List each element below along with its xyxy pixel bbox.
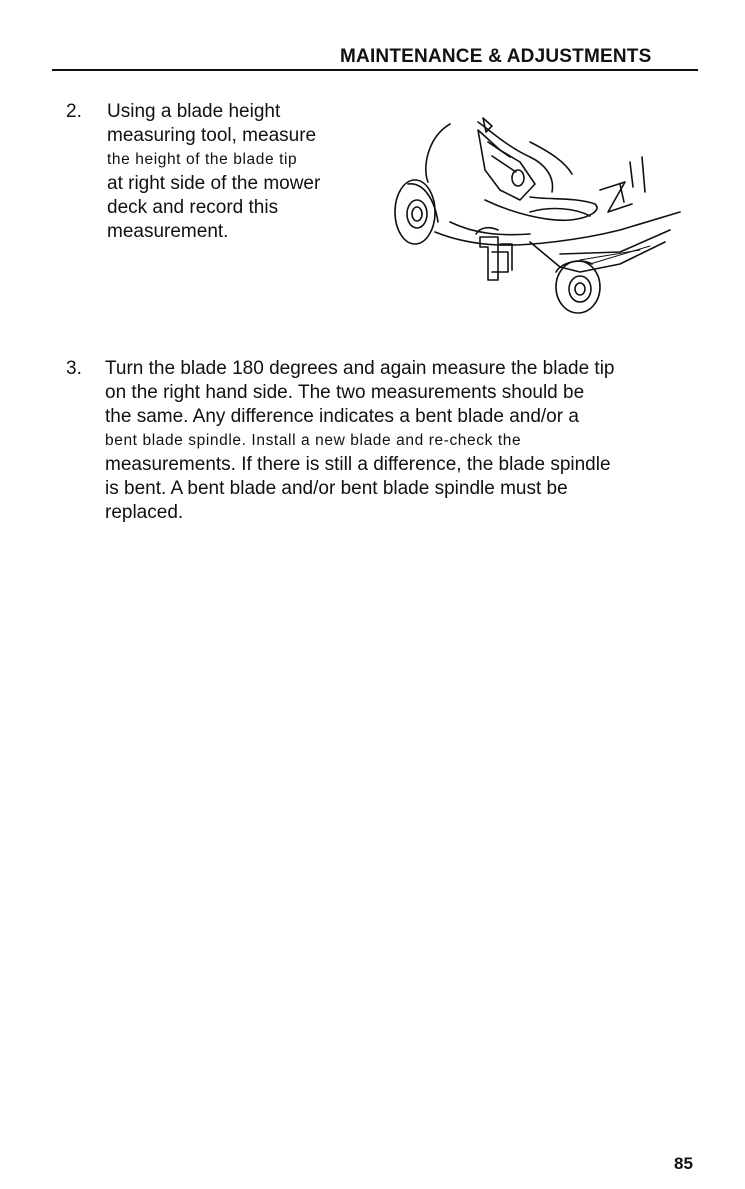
section-title: MAINTENANCE & ADJUSTMENTS (340, 46, 652, 67)
step-3-line: bent blade spindle. Install a new blade and re-check the (105, 432, 522, 449)
step-3-line: Turn the blade 180 degrees and again measure the blade tip (105, 358, 615, 379)
header-rule (52, 69, 698, 71)
page-number: 85 (674, 1154, 693, 1173)
mower-deck-blade-measurement-illustration (380, 112, 690, 327)
step-3-line: on the right hand side. The two measurements should be (105, 382, 585, 403)
step-2-text (107, 100, 320, 244)
step-3-line: the same. Any difference indicates a bent blade and/or a (105, 406, 579, 427)
step-2-line: measurement. (107, 221, 229, 242)
step-3-line: is bent. A bent blade and/or bent blade spindle must be (105, 478, 568, 499)
step-2-line: measuring tool, measure (107, 125, 317, 146)
step-3-line: measurements. If there is still a difference, the blade spindle (105, 454, 611, 475)
step-2-line: at right side of the mower (107, 173, 321, 194)
step-3-number: 3. (66, 358, 82, 379)
step-2-line: the height of the blade tip (107, 151, 298, 168)
step-2-line: Using a blade height (107, 101, 281, 122)
step-2-number: 2. (66, 101, 82, 122)
step-3-text (105, 357, 615, 525)
step-2-line: deck and record this (107, 197, 279, 218)
step-3-line: replaced. (105, 502, 184, 523)
